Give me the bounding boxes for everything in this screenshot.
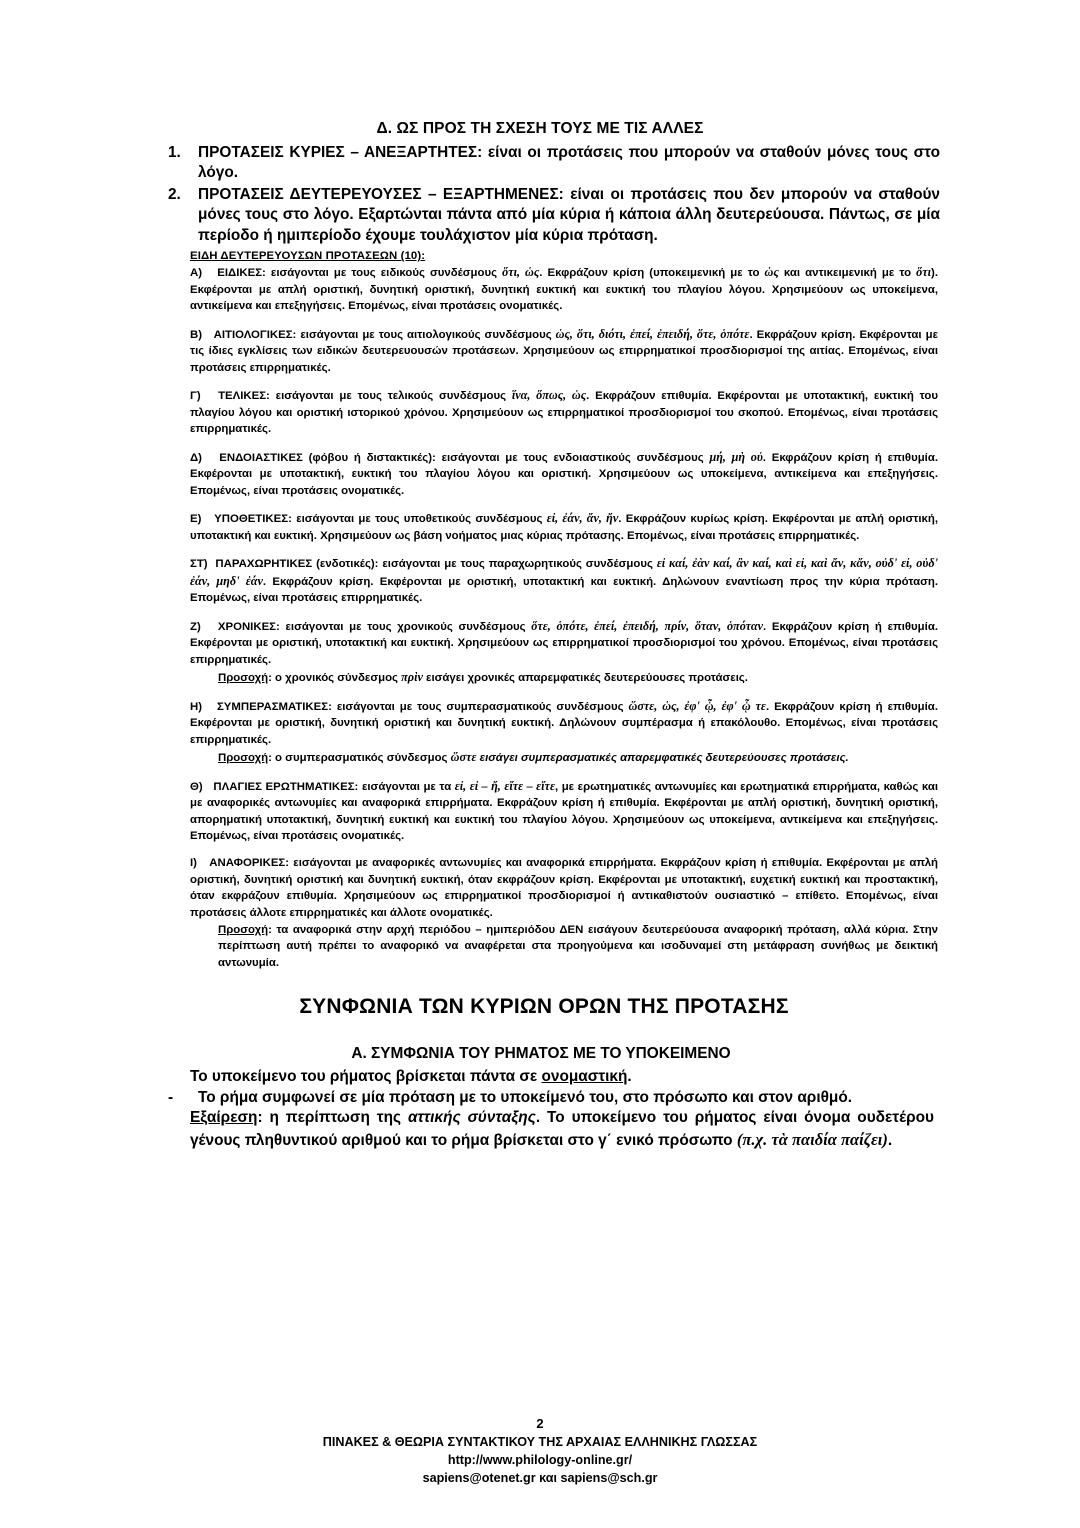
dash-bullet: -	[168, 1088, 174, 1106]
list-item-text: ΠΡΟΤΑΣΕΙΣ ΔΕΥΤΕΡΕΥΟΥΣΕΣ – ΕΞΑΡΤΗΜΕΝΕΣ: είναι οι προτάσεις που δεν μπορούν να σταθούν μόνες τους στο λόγο. Εξαρτώνται πάντα από μία κύρια ή κάποια άλλη δευτερεύουσα. Πάντως, σε μία περίοδο ή ημιπερίοδο έχουμε τουλάχιστον μία κύρια πρόταση.	[198, 185, 940, 244]
greek-conjunctions: ὅτι, ὡς	[502, 265, 540, 280]
category-aitiologikes	[190, 326, 940, 376]
list-item-number: 2.	[168, 185, 181, 203]
note-text: εισάγει συμπερασματικές απαρεμφατικές δευτερεύουσες προτάσεις.	[476, 751, 849, 764]
category-text: εισάγονται με τους ειδικούς συνδέσμους	[270, 267, 503, 280]
greek-conjunctions: ὡς	[764, 265, 779, 280]
category-label: Δ) ΕΝΔΟΙΑΣΤΙΚΕΣ (φόβου ή διστακτικές):	[190, 451, 442, 464]
note-label: Προσοχή	[218, 671, 269, 684]
category-text: εισάγονται με τα	[361, 780, 455, 793]
category-text: εισάγονται με τους αιτιολογικούς συνδέσμους	[300, 328, 556, 341]
category-text: εισάγονται με τους χρονικούς συνδέσμους	[285, 620, 532, 633]
category-symperasmatikes	[190, 698, 940, 767]
category-text: εισάγονται με αναφορικές αντωνυμίες και αναφορικά επιρρήματα. Εκφράζουν κρίση ή επιθυμία. Εκφέρονται με απλή οριστική, δυνητική οριστική και δυνητική ευκτική, όταν εκφράζουν κρίση. Εκφέρονται με υποτακτική, ευχετική ευκτική και προστακτική, όταν εκφράζουν επιθυμία. Χρησιμεύουν ως επιρρηματικοί προσδιορισμοί ή αντικαθιστούν ουσιαστικό – επίθετο. Επομένως, είναι προτάσεις άλλοτε επιρρηματικές και άλλοτε ονοματικές.	[190, 857, 938, 919]
category-text: εισάγονται με τους υποθετικούς συνδέσμους	[296, 513, 547, 526]
statement-underlined-term: ονομαστική	[541, 1068, 628, 1086]
greek-conjunctions: εἰ, εἰ – ἤ, εἴτε – εἴτε	[454, 778, 555, 793]
footer-title: ΠΙΝΑΚΕΣ & ΘΕΩΡΙΑ ΣΥΝΤΑΚΤΙΚΟΥ ΤΗΣ ΑΡΧΑΙΑΣ ΕΛΛΗΝΙΚΗΣ ΓΛΩΣΣΑΣ	[322, 1435, 758, 1450]
category-text: , με ερωτηματικές αντωνυμίες και ερωτηματικά επιρρήματα, καθώς και με αναφορικές αντωνυμίες και αναφορικά επιρρήματα. Εκφράζουν κρίση ή επιθυμία. Εκφέρονται με απλή οριστική, δυνητική οριστική, απορηματική υποτακτική, δυνητική ευκτική και ευκτική του πλαγίου λόγου. Χρησιμεύουν ως υποκείμενα, αντικείμενα και επεξηγήσεις. Επομένως, είναι προτάσεις ονοματικές.	[190, 780, 938, 842]
page-footer	[0, 1415, 1080, 1488]
list-item-number: 1.	[168, 144, 181, 161]
category-label: Α) ΕΙΔΙΚΕΣ:	[190, 267, 271, 280]
category-text: εισάγονται με τους συμπερασματικούς συνδέσμους	[336, 700, 629, 713]
exception-paragraph	[190, 1108, 940, 1151]
page-title: Δ. ΩΣ ΠΡΟΣ ΤΗ ΣΧΕΣΗ ΤΟΥΣ ΜΕ ΤΙΣ ΑΛΛΕΣ	[376, 120, 704, 137]
category-label: ΣΤ) ΠΑΡΑΧΩΡΗΤΙΚΕΣ (ενδοτικές):	[190, 558, 383, 571]
numbered-list	[168, 143, 940, 246]
note-label: Προσοχή	[218, 924, 269, 937]
greek-conjunctions: ὅτι	[916, 265, 932, 280]
category-text: . Εκφράζουν κρίση ή επιθυμία. Εκφέρονται με οριστική, δυνητική οριστική και δυνητική ευκτική. Δηλώνουν συμπέρασμα ή επακόλουθο. Επομένως, είναι προτάσεις επιρρηματικές.	[190, 700, 938, 746]
section-title: ΣΥΝΦΩΝΙΑ ΤΩΝ ΚΥΡΙΩΝ ΟΡΩΝ ΤΗΣ ΠΡΟΤΑΣΗΣ	[299, 995, 789, 1019]
category-telikes	[190, 387, 940, 437]
category-text: εισάγονται με τους ενδοιαστικούς συνδέσμους	[441, 451, 710, 464]
rule-text: Το ρήμα συμφωνεί σε μία πρόταση με το υποκείμενό του, στο πρόσωπο και στον αριθμό.	[198, 1088, 853, 1106]
greek-conjunctions: μή, μὴ οὐ	[709, 449, 763, 464]
category-text: . Εκφράζουν κρίση ή επιθυμία. Εκφέρονται με οριστική, υποτακτική και ευκτική. Χρησιμεύουν ως επιρρηματικοί προσδιορισμοί του χρόνου. Επομένως, είναι προτάσεις επιρρηματικές.	[190, 620, 938, 666]
category-label: Η) ΣΥΜΠΕΡΑΣΜΑΤΙΚΕΣ:	[190, 700, 337, 713]
category-text: εισάγονται με τους παραχωρητικούς συνδέσμους	[382, 558, 657, 571]
exception-text: .	[887, 1131, 893, 1149]
agreement-rule	[168, 1088, 940, 1108]
note-prosochi	[190, 749, 938, 767]
greek-conjunctions: ὥστε, ὡς, ἐφ' ᾧ, ἐφ' ᾧ τε	[628, 698, 766, 713]
greek-conjunctions: πρὶν	[401, 669, 423, 684]
exception-label: Εξαίρεση	[190, 1109, 258, 1127]
category-chronikes	[190, 618, 940, 687]
greek-conjunctions: ὥστε	[450, 749, 477, 764]
footer-emails[interactable]: sapiens@otenet.gr και sapiens@sch.gr	[422, 1471, 658, 1486]
category-label: Β) ΑΙΤΙΟΛΟΓΙΚΕΣ:	[190, 328, 301, 341]
greek-example: (π.χ. τὰ παιδία παίζει)	[736, 1129, 888, 1149]
exception-text: . Το υποκείμενο του ρήματος είναι όνομα ουδετέρου γένους πληθυντικού αριθμού και το ρήμα βρίσκεται στο γ΄ ενικό πρόσωπο	[190, 1109, 934, 1149]
category-text: και αντικειμενική με το	[778, 267, 917, 280]
category-label: Γ) ΤΕΛΙΚΕΣ:	[190, 390, 276, 403]
category-text: εισάγονται με τους τελικούς συνδέσμους	[275, 390, 512, 403]
greek-conjunctions: ὡς, ὅτι, διότι, ἐπεί, ἐπειδή, ὅτε, ὁπότε	[555, 326, 750, 341]
note-text: εισάγει χρονικές απαρεμφατικές δευτερεύουσες προτάσεις.	[422, 671, 748, 684]
category-plagies-erotimatikes	[190, 778, 940, 845]
exception-text: : η περίπτωση της	[257, 1109, 408, 1127]
category-text: . Εκφράζουν κρίση (υποκειμενική με το	[539, 267, 765, 280]
sub-section-title: Α. ΣΥΜΦΩΝΙΑ ΤΟΥ ΡΗΜΑΤΟΣ ΜΕ ΤΟ ΥΠΟΚΕΙΜΕΝΟ	[351, 1045, 731, 1063]
category-text: . Εκφράζουν κυρίως κρίση. Εκφέρονται με απλή οριστική, υποτακτική και ευκτική. Χρησιμεύουν ως βάση νοήματος μιας κύριας πρότασης. Επομένως, είναι προτάσεις επιρρηματικές.	[190, 513, 938, 542]
list-item-text: ΠΡΟΤΑΣΕΙΣ ΚΥΡΙΕΣ – ΑΝΕΞΑΡΤΗΤΕΣ: είναι οι προτάσεις που μπορούν να σταθούν μόνες τους στο λόγο.	[198, 144, 940, 182]
subject-nominative-statement	[190, 1067, 940, 1087]
category-eidikes	[190, 264, 940, 314]
category-parachoritikes	[190, 555, 940, 607]
note-label: Προσοχή	[218, 751, 269, 764]
footer-url[interactable]: http://www.philology-online.gr/	[447, 1453, 633, 1468]
note-text: : ο συμπερασματικός σύνδεσμος	[268, 751, 451, 764]
greek-conjunctions: ἵνα, ὅπως, ὡς	[511, 388, 587, 403]
category-text: ). Εκφέρονται με απλή οριστική, δυνητική οριστική, δυνητική ευκτική και ευκτική του πλαγίου λόγου. Χρησιμεύουν ως υποκείμενα, αντικείμενα και επεξηγήσεις. Επομένως, είναι προτάσεις ονοματικές.	[190, 267, 938, 313]
page-number: 2	[536, 1416, 544, 1431]
list-item	[168, 143, 940, 184]
note-text: : ο χρονικός σύνδεσμος	[268, 671, 402, 684]
category-anaforikes	[190, 855, 940, 971]
greek-conjunctions: εἰ καί, ἐὰν καί, ἂν καί, καὶ εἰ, καὶ ἄν, κἄν, οὐδ' εἰ, οὐδ' ἐάν, μηδ' ἐάν	[190, 556, 938, 588]
note-prosochi	[190, 669, 938, 687]
statement-text: Το υποκείμενο του ρήματος βρίσκεται πάντα σε	[190, 1068, 542, 1086]
note-prosochi	[190, 922, 938, 971]
category-ypothetikes	[190, 510, 940, 544]
statement-text: .	[627, 1068, 632, 1086]
category-text: . Εκφράζουν κρίση ή επιθυμία. Εκφέρονται με υποτακτική, ευκτική του πλαγίου λόγου και οριστική. Χρησιμεύουν ως υποκείμενα, αντικείμενα και επεξηγήσεις. Επομένως, είναι προτάσεις ονοματικές.	[190, 451, 938, 497]
greek-conjunctions: ὅτε, ὁπότε, ἐπεί, ἐπειδή, πρίν, ὅταν, ὁπόταν	[531, 618, 764, 633]
category-label: Θ) ΠΛΑΓΙΕΣ ΕΡΩΤΗΜΑΤΙΚΕΣ:	[190, 780, 362, 793]
category-label: Ι) ΑΝΑΦΟΡΙΚΕΣ:	[190, 857, 294, 870]
greek-conjunctions: εἰ, ἐάν, ἄν, ἤν	[546, 511, 619, 526]
exception-italic-term: αττικής σύνταξης	[407, 1109, 536, 1127]
category-label: Ζ) ΧΡΟΝΙΚΕΣ:	[190, 620, 286, 633]
types-subheading: ΕΙΔΗ ΔΕΥΤΕΡΕΥΟΥΣΩΝ ΠΡΟΤΑΣΕΩΝ (10):	[190, 250, 426, 263]
category-text: . Εκφράζουν κρίση. Εκφέρονται με τις ίδιες εγκλίσεις των ειδικών δευτερευουσών προτάσεων. Χρησιμεύουν ως επιρρηματικοί προσδιορισμοί της αιτίας. Επομένως, είναι προτάσεις επιρρηματικές.	[190, 328, 938, 374]
category-text: . Εκφράζουν επιθυμία. Εκφέρονται με υποτακτική, ευκτική του πλαγίου λόγου και οριστική ιστορικού χρόνου. Χρησιμεύουν ως επιρρηματικοί προσδιορισμοί του σκοπού. Επομένως, είναι προτάσεις επιρρηματικές.	[190, 390, 938, 436]
category-label: Ε) ΥΠΟΘΕΤΙΚΕΣ:	[190, 513, 297, 526]
list-item	[168, 185, 940, 246]
note-text: : τα αναφορικά στην αρχή περιόδου – ημιπεριόδου ΔΕΝ εισάγουν δευτερεύουσα αναφορική πρόταση, αλλά κύρια. Στην περίπτωση αυτή πρέπει το αναφορικό να αναφέρεται στα προηγούμενα και ισοδυναμεί στη μετάφραση συνήθως με δεικτική αντωνυμία.	[218, 924, 938, 969]
category-endoiastikes	[190, 449, 940, 499]
category-text: . Εκφράζουν κρίση. Εκφέρονται με οριστική, υποτακτική και ευκτική. Δηλώνουν εναντίωση προς την κύρια πρόταση. Επομένως, είναι προτάσεις επιρρηματικές.	[190, 575, 939, 605]
